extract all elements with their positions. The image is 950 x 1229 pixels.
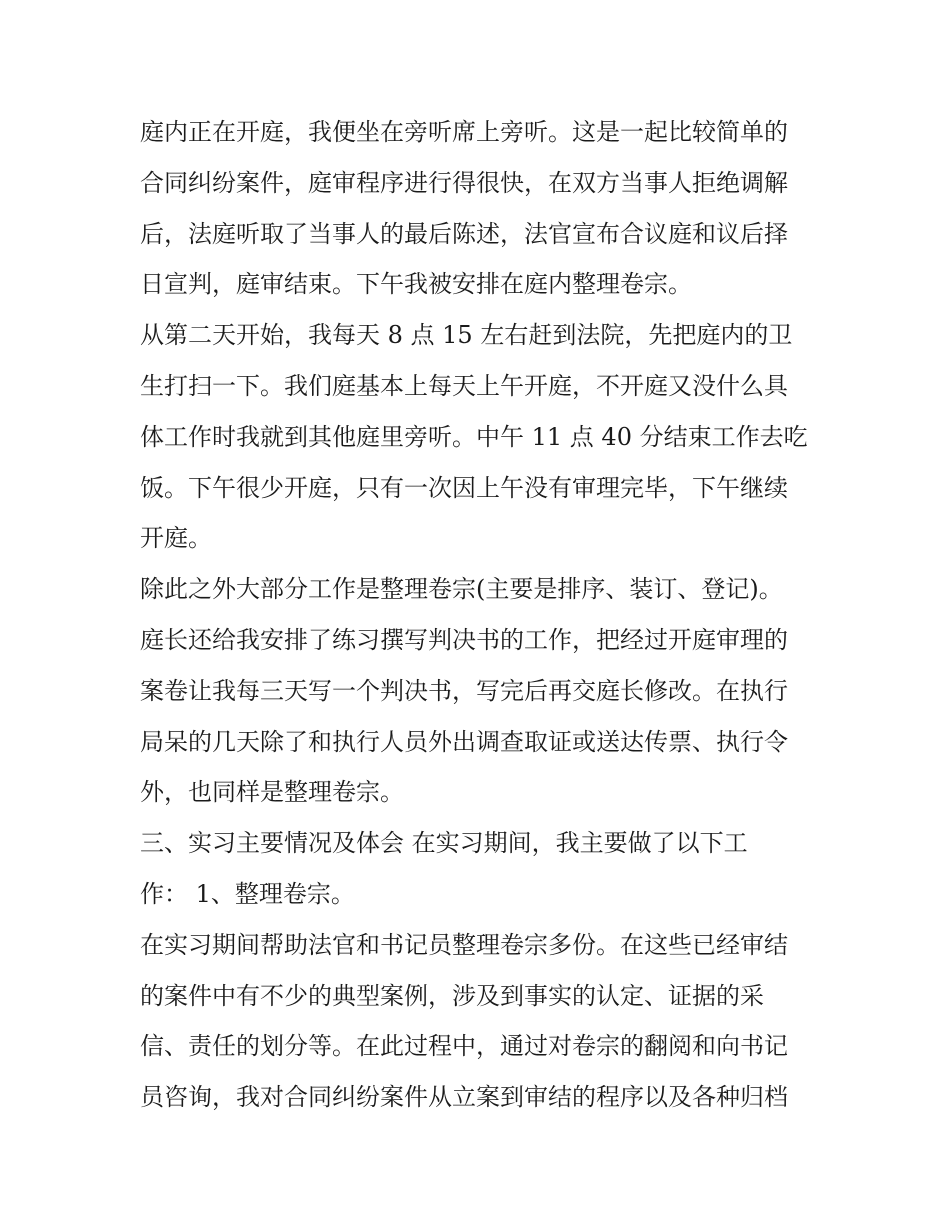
- document-body: [140, 107, 820, 1123]
- text-line: 饭。下午很少开庭，只有一次因上午没有审理完毕，下午继续: [140, 473, 788, 502]
- text-line: 的案件中有不少的典型案例，涉及到事实的认定、证据的采: [140, 981, 764, 1010]
- text-line: 庭内正在开庭，我便坐在旁听席上旁听。这是一起比较简单的: [140, 118, 788, 146]
- text-line: 体工作时我就到其他庭里旁听。中午 11 点 40 分结束工作去吃: [140, 422, 808, 451]
- text-line: 从第二天开始，我每天 8 点 15 左右赶到法院，先把庭内的卫: [140, 321, 793, 350]
- text-line: 员咨询，我对合同纠纷案件从立案到审结的程序以及各种归档: [140, 1083, 788, 1112]
- section-heading-line: 三、实习主要情况及体会 在实习期间，我主要做了以下工: [140, 829, 748, 858]
- text-line: 后，法庭听取了当事人的最后陈述，法官宣布合议庭和议后择: [140, 219, 788, 248]
- text-line: 生打扫一下。我们庭基本上每天上午开庭，不开庭又没什么具: [140, 371, 788, 400]
- text-line: 合同纠纷案件，庭审程序进行得很快，在双方当事人拒绝调解: [140, 168, 788, 197]
- text-line: 日宣判，庭审结束。下午我被安排在庭内整理卷宗。: [140, 270, 692, 299]
- text-line: 在实习期间帮助法官和书记员整理卷宗多份。在这些已经审结: [140, 930, 788, 959]
- text-line: 庭长还给我安排了练习撰写判决书的工作，把经过开庭审理的: [140, 625, 788, 654]
- text-line: 信、责任的划分等。在此过程中，通过对卷宗的翻阅和向书记: [140, 1032, 788, 1061]
- text-line: 局呆的几天除了和执行人员外出调查取证或送达传票、执行令: [140, 727, 788, 756]
- text-line: 开庭。: [140, 524, 212, 553]
- section-heading-line: 作： 1、整理卷宗。: [140, 879, 355, 908]
- text-line: 外，也同样是整理卷宗。: [140, 778, 404, 807]
- text-line: 除此之外大部分工作是整理卷宗(主要是排序、装订、登记)。: [140, 575, 783, 604]
- text-line: 案卷让我每三天写一个判决书，写完后再交庭长修改。在执行: [140, 676, 788, 705]
